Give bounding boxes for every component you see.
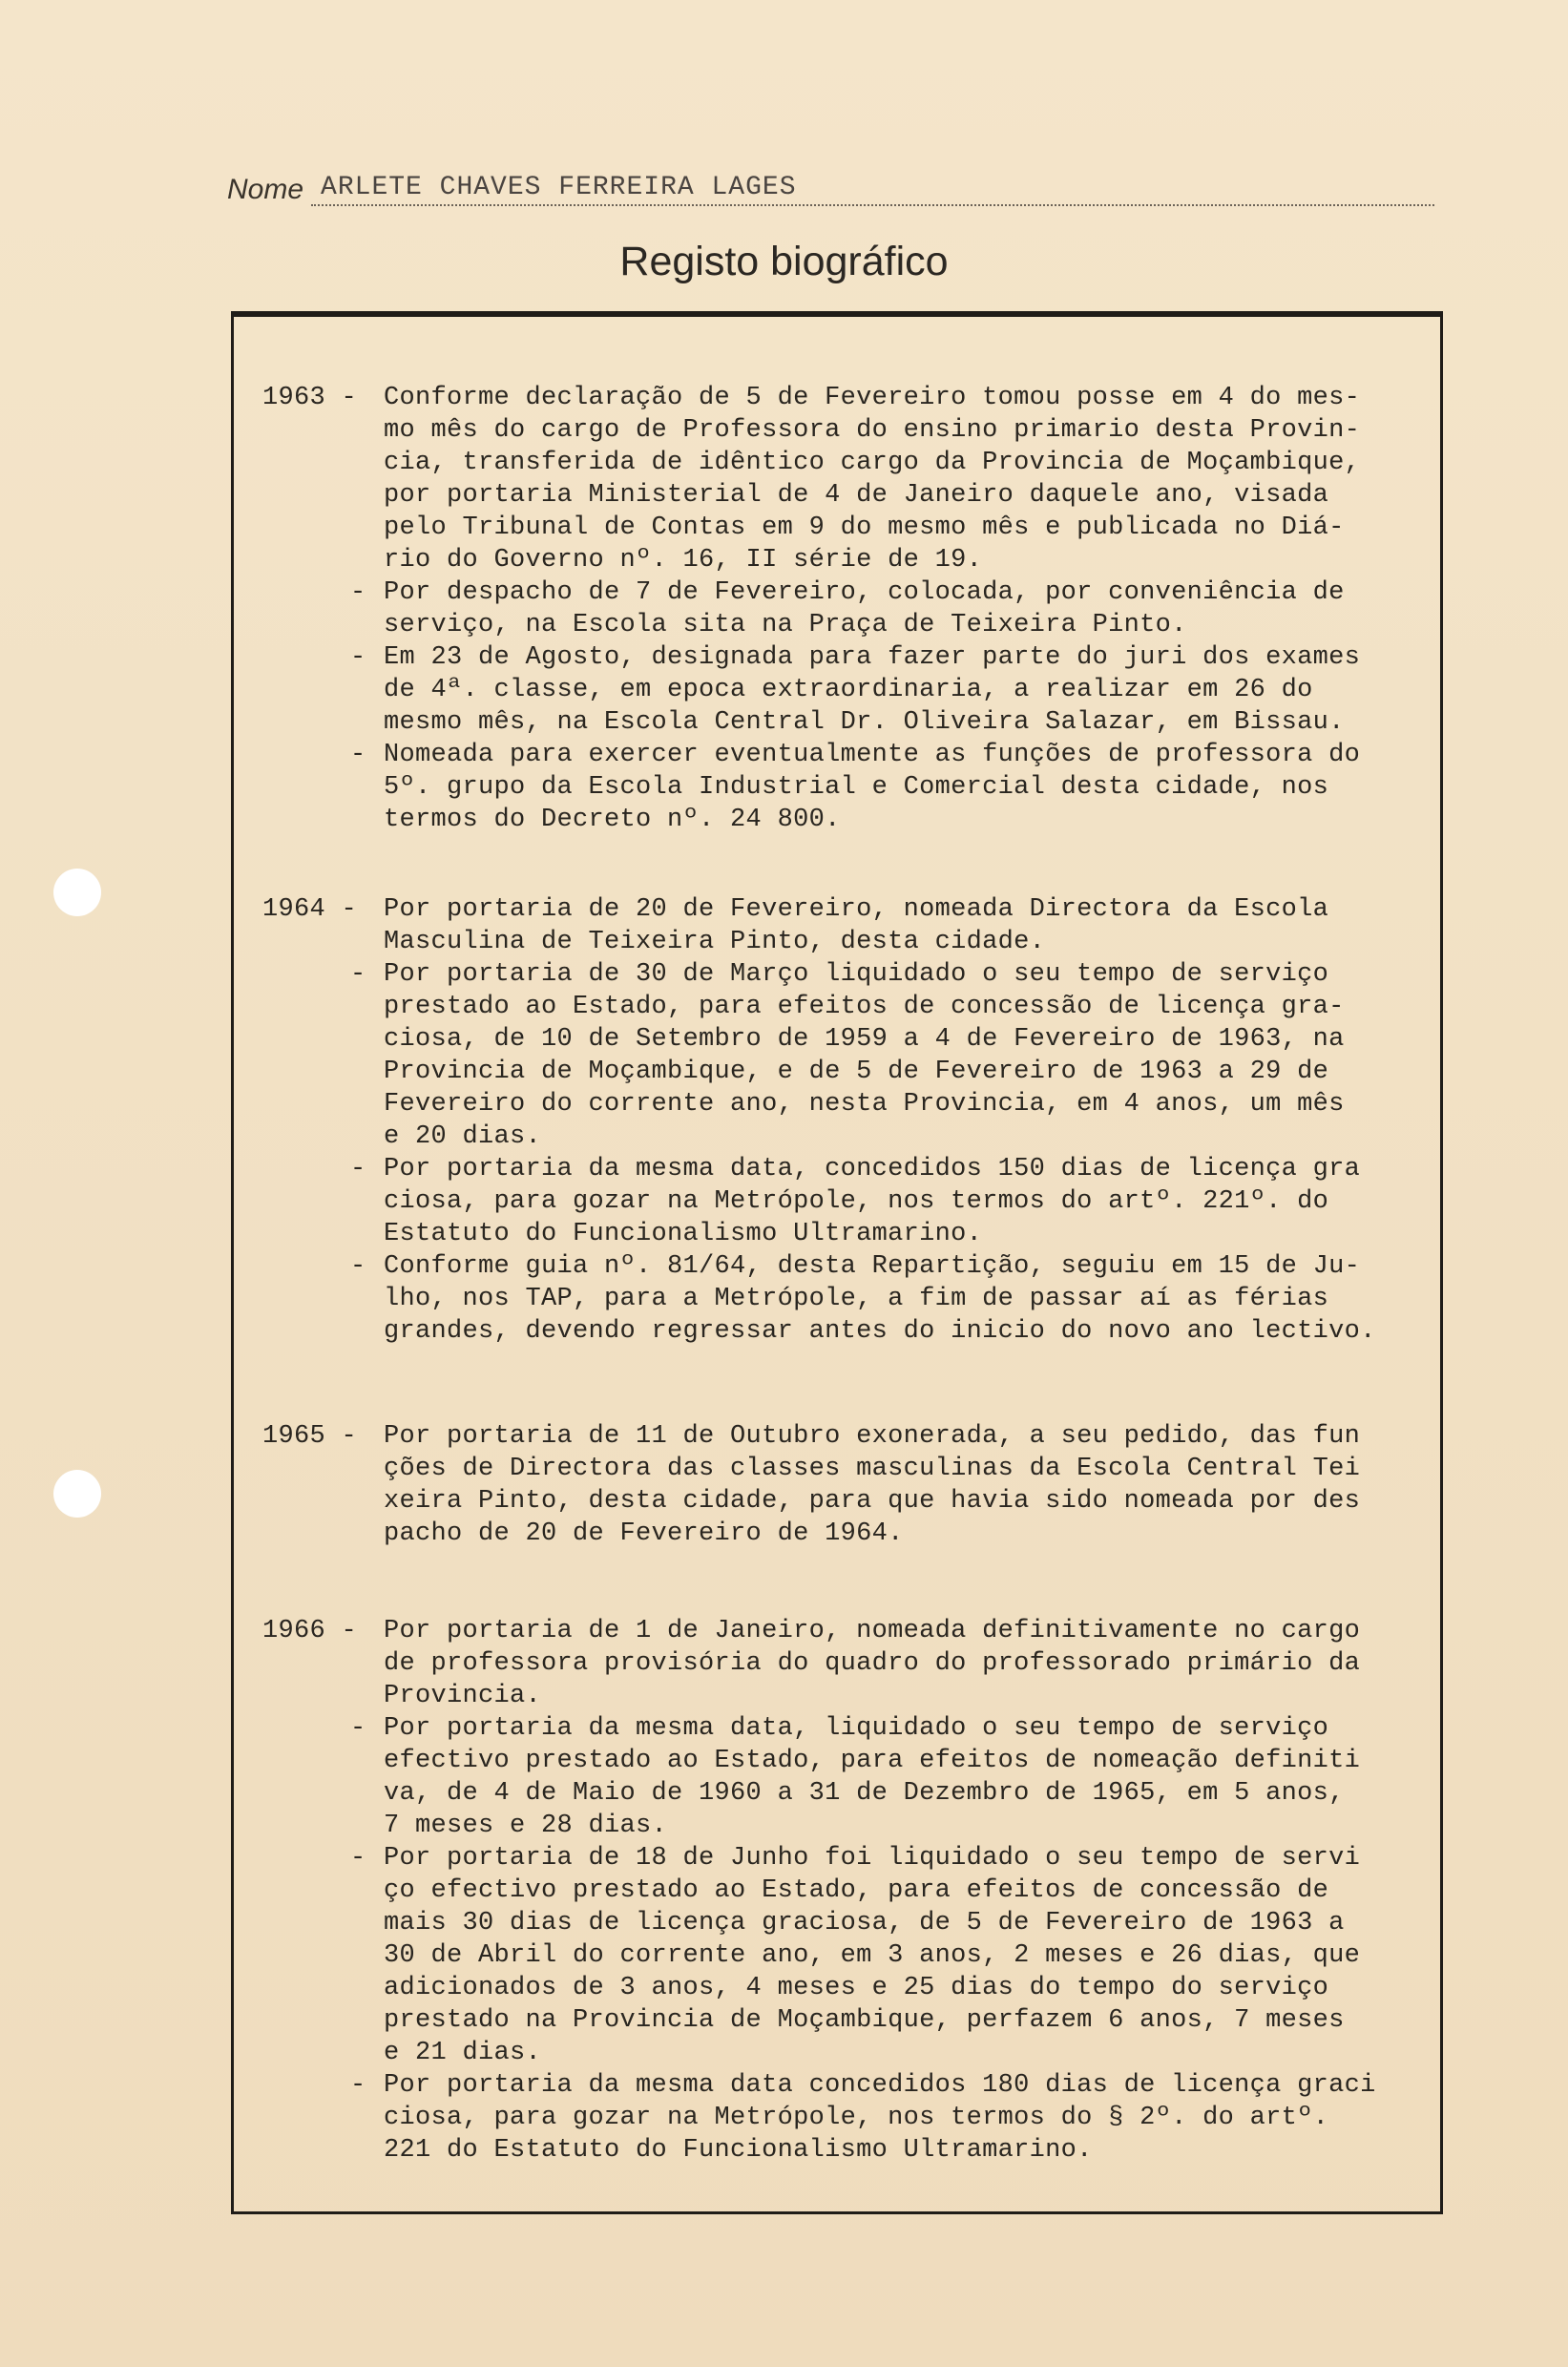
entry-text: de professora provisória do quadro do professorado primário da [384,1649,1361,1678]
entry-text: mais 30 dias de licença graciosa, de 5 de Fevereiro de 1963 a [384,1909,1345,1938]
year-entry [262,893,1436,1348]
entry-line [262,1420,1436,1453]
entry-line [262,1315,1436,1348]
entry-text: Conforme guia nº. 81/64, desta Repartição, seguiu em 15 de Ju- [384,1252,1361,1281]
entry-line [262,1453,1436,1485]
entry-line [262,1939,1436,1972]
item-dash: - [350,1844,366,1873]
entry-text: prestado ao Estado, para efeitos de concessão de licença gra- [384,993,1345,1021]
entry-text: ciosa, de 10 de Setembro de 1959 a 4 de Fevereiro de 1963, na [384,1025,1345,1054]
entry-line [262,576,1436,609]
entry-line [262,1518,1436,1550]
entry-text: de 4ª. classe, em epoca extraordinaria, a realizar em 26 do [384,676,1313,704]
item-dash: - [350,1252,366,1281]
entry-line [262,893,1436,926]
entry-text: ço efectivo prestado ao Estado, para efeitos de concessão de [384,1876,1329,1905]
entry-line [262,991,1436,1023]
entry-text: Fevereiro do corrente ano, nesta Provincia, em 4 anos, um mês [384,1090,1345,1119]
entry-text: Por portaria de 30 de Março liquidado o seu tempo de serviço [384,960,1329,989]
entry-text: rio do Governo nº. 16, II série de 19. [384,546,983,575]
entry-year: 1965 - [262,1422,358,1451]
punch-hole [53,869,101,916]
entry-text: adicionados de 3 anos, 4 meses e 25 dias do tempo do serviço [384,1974,1329,2002]
entry-text: Por portaria da mesma data, concedidos 150 dias de licença gra [384,1155,1361,1184]
entry-line [262,2134,1436,2167]
entry-text: Nomeada para exercer eventualmente as funções de professora do [384,741,1361,769]
punch-hole [53,1470,101,1518]
name-line [311,172,1434,206]
entry-line [262,1153,1436,1185]
name-row [227,168,1434,206]
entry-line [262,1680,1436,1712]
entry-line [262,479,1436,512]
entry-text: pelo Tribunal de Contas em 9 do mesmo mês e publicada no Diá- [384,513,1345,542]
entry-line [262,544,1436,576]
entry-line [262,1777,1436,1810]
entry-line [262,1745,1436,1777]
entry-text: e 21 dias. [384,2039,542,2067]
entry-line [262,382,1436,414]
entry-text: por portaria Ministerial de 4 de Janeiro daquele ano, visada [384,481,1329,510]
entry-line [262,1121,1436,1153]
entry-line [262,1875,1436,1907]
entry-line [262,2069,1436,2102]
year-entry [262,1420,1436,1550]
item-dash: - [350,960,366,989]
entry-line [262,414,1436,447]
entry-text: Por portaria de 20 de Fevereiro, nomeada Directora da Escola [384,895,1329,924]
entry-text: Por portaria de 18 de Junho foi liquidado o seu tempo de servi [384,1844,1361,1873]
entry-line [262,2102,1436,2134]
frame-top-rule [231,313,1443,317]
entry-line [262,1485,1436,1518]
entry-text: grandes, devendo regressar antes do inicio do novo ano lectivo. [384,1317,1376,1346]
entry-line [262,1056,1436,1088]
entry-text: cia, transferida de idêntico cargo da Provincia de Moçambique, [384,449,1361,477]
entry-line [262,926,1436,958]
entry-text: Por despacho de 7 de Fevereiro, colocada, por conveniência de [384,578,1345,607]
entry-text: mo mês do cargo de Professora do ensino primario desta Provin- [384,416,1361,445]
entry-text: ciosa, para gozar na Metrópole, nos termos do artº. 221º. do [384,1187,1329,1216]
entry-text: 221 do Estatuto do Funcionalismo Ultramarino. [384,2136,1093,2165]
entry-line [262,1088,1436,1121]
entry-text: 30 de Abril do corrente ano, em 3 anos, 2 meses e 26 dias, que [384,1941,1361,1970]
entry-line [262,1907,1436,1939]
entry-line [262,1842,1436,1875]
entry-text: ciosa, para gozar na Metrópole, nos termos do § 2º. do artº. [384,2104,1329,2132]
entry-text: xeira Pinto, desta cidade, para que havia sido nomeada por des [384,1487,1361,1516]
entry-line [262,958,1436,991]
entry-line [262,1218,1436,1250]
entry-line [262,2037,1436,2069]
entry-text: Por portaria de 1 de Janeiro, nomeada definitivamente no cargo [384,1617,1361,1645]
item-dash: - [350,2071,366,2100]
entry-line [262,771,1436,804]
entry-text: Estatuto do Funcionalismo Ultramarino. [384,1220,983,1248]
entry-text: termos do Decreto nº. 24 800. [384,806,841,834]
entry-text: Por portaria da mesma data, liquidado o seu tempo de serviço [384,1714,1329,1743]
entry-text: Em 23 de Agosto, designada para fazer parte do juri dos exames [384,643,1361,672]
entry-text: Masculina de Teixeira Pinto, desta cidade. [384,928,1046,956]
entry-line [262,1023,1436,1056]
entry-text: va, de 4 de Maio de 1960 a 31 de Dezembro de 1965, em 5 anos, [384,1779,1345,1808]
entry-line [262,1647,1436,1680]
entry-line [262,706,1436,739]
entry-line [262,1972,1436,2004]
entry-text: Provincia de Moçambique, e de 5 de Fevereiro de 1963 a 29 de [384,1058,1329,1086]
entry-line [262,1810,1436,1842]
item-dash: - [350,578,366,607]
entry-line [262,512,1436,544]
entry-line [262,2004,1436,2037]
entry-text: Provincia. [384,1682,542,1710]
year-entry [262,1615,1436,2167]
entry-text: mesmo mês, na Escola Central Dr. Oliveira Salazar, em Bissau. [384,708,1345,737]
name-value: ARLETE CHAVES FERREIRA LAGES [321,173,797,202]
entry-text: prestado na Provincia de Moçambique, perfazem 6 anos, 7 meses [384,2006,1345,2035]
entry-line [262,1250,1436,1283]
entry-line [262,1283,1436,1315]
name-label: Nome [227,174,304,205]
entry-text: Por portaria da mesma data concedidos 180 dias de licença graci [384,2071,1376,2100]
entry-text: 5º. grupo da Escola Industrial e Comercial desta cidade, nos [384,773,1329,802]
entry-line [262,1615,1436,1647]
item-dash: - [350,741,366,769]
entry-year: 1966 - [262,1617,358,1645]
entry-text: 7 meses e 28 dias. [384,1812,668,1840]
entry-text: lho, nos TAP, para a Metrópole, a fim de passar aí as férias [384,1285,1329,1313]
entry-line [262,641,1436,674]
page-title: Registo biográfico [619,239,949,284]
entry-text: serviço, na Escola sita na Praça de Teixeira Pinto. [384,611,1187,639]
entry-line [262,609,1436,641]
entry-line [262,447,1436,479]
entry-line [262,674,1436,706]
entry-line [262,804,1436,836]
entry-line [262,739,1436,771]
entry-text: pacho de 20 de Fevereiro de 1964. [384,1519,904,1548]
item-dash: - [350,643,366,672]
entry-year: 1963 - [262,384,358,412]
entry-text: Conforme declaração de 5 de Fevereiro tomou posse em 4 do mes- [384,384,1361,412]
entry-year: 1964 - [262,895,358,924]
entry-line [262,1712,1436,1745]
entry-text: e 20 dias. [384,1122,542,1151]
item-dash: - [350,1714,366,1743]
item-dash: - [350,1155,366,1184]
entry-text: ções de Directora das classes masculinas da Escola Central Tei [384,1455,1361,1483]
year-entry [262,382,1436,836]
entry-text: efectivo prestado ao Estado, para efeitos de nomeação definiti [384,1747,1361,1775]
entry-text: Por portaria de 11 de Outubro exonerada, a seu pedido, das fun [384,1422,1361,1451]
entry-line [262,1185,1436,1218]
